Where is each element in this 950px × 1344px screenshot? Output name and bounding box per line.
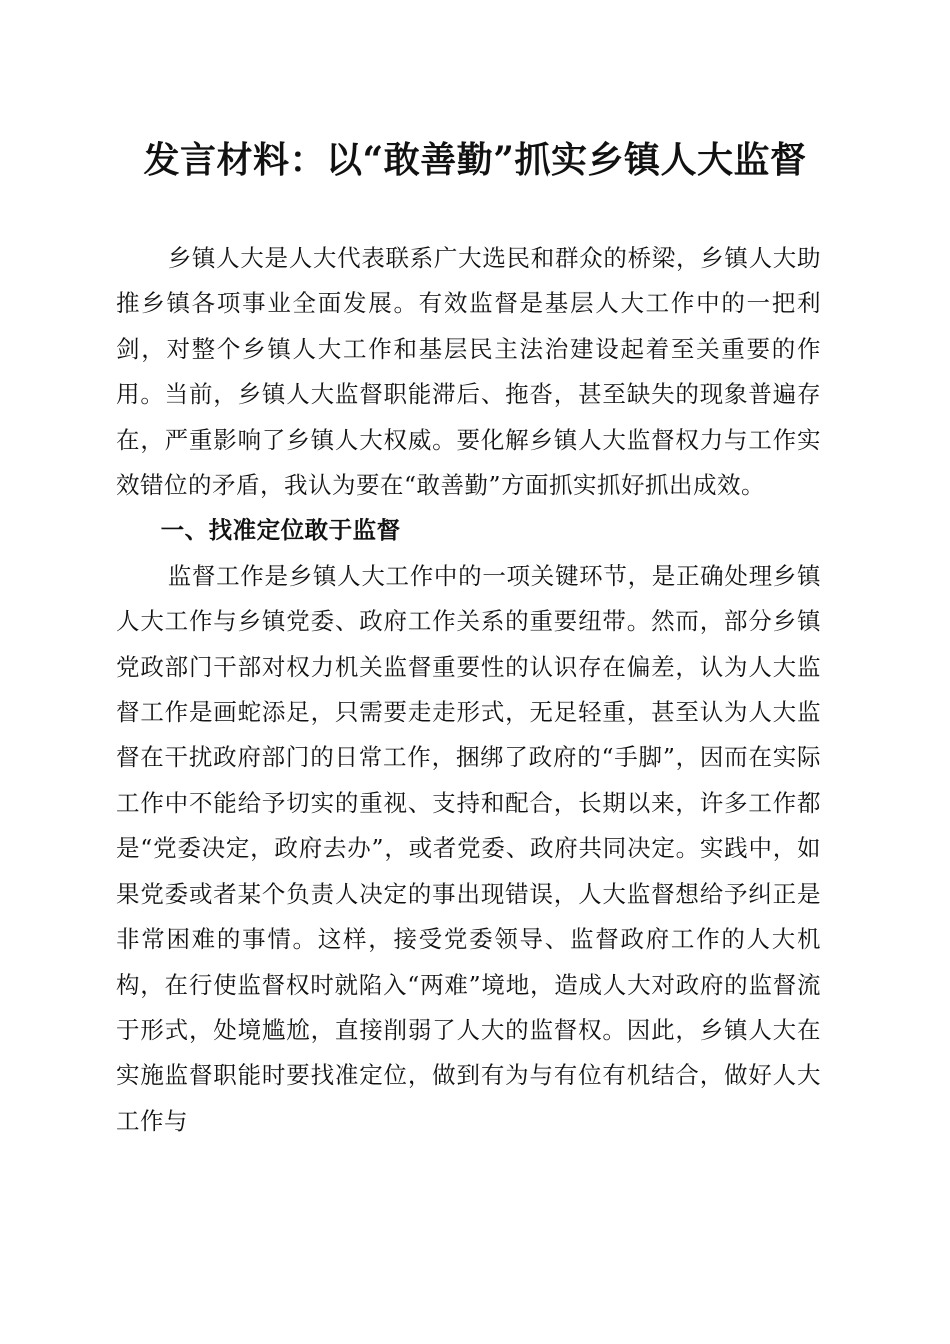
body-paragraph: 监督工作是乡镇人大工作中的一项关键环节，是正确处理乡镇人大工作与乡镇党委、政府工作关系的重要纽带。然而，部分乡镇党政部门干部对权力机关监督重要性的认识存在偏差，认为人大监督工作是画蛇添足，只需要走走形式，无足轻重，甚至认为人大监督在干扰政府部门的日常工作，捆绑了政府的“手脚”，因而在实际工作中不能给予切实的重视、支持和配合，长期以来，许多工作都是“党委决定，政府去办”，或者党委、政府共同决定。实践中，如果党委或者某个负责人决定的事出现错误，人大监督想给予纠正是非常困难的事情。这样，接受党委领导、监督政府工作的人大机构，在行使监督权时就陷入“两难”境地，造成人大对政府的监督流于形式，处境尴尬，直接削弱了人大的监督权。因此，乡镇人大在实施监督职能时要找准定位，做到有为与有位有机结合，做好人大工作与 xyxy=(116,561,821,1135)
document-title: 发言材料：以“敢善勤”抓实乡镇人大监督 xyxy=(143,139,807,181)
section-heading: 一、找准定位敢于监督 xyxy=(160,516,401,545)
body-paragraph: 乡镇人大是人大代表联系广大选民和群众的桥梁，乡镇人大助推乡镇各项事业全面发展。有效监督是基层人大工作中的一把利剑，对整个乡镇人大工作和基层民主法治建设起着至关重要的作用。当前，乡镇人大监督职能滞后、拖沓，甚至缺失的现象普遍存在，严重影响了乡镇人大权威。要化解乡镇人大监督权力与工作实效错位的矛盾，我认为要在“敢善勤”方面抓实抓好抓出成效。 xyxy=(116,244,821,500)
document-body xyxy=(116,236,821,1144)
